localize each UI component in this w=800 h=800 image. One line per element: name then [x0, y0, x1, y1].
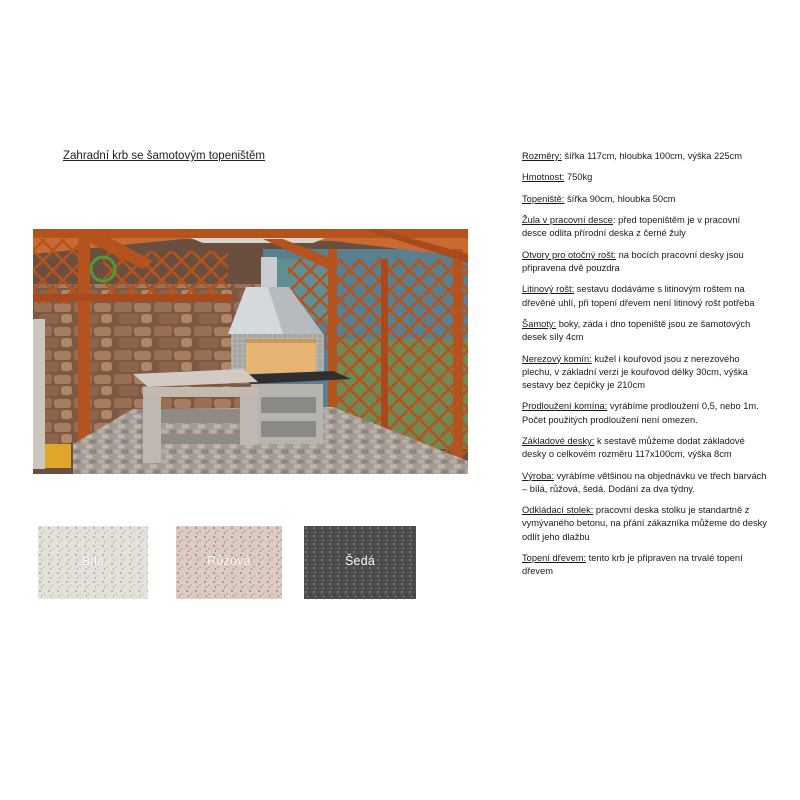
spec-odkladaci-stolek: [522, 504, 767, 544]
spec-litinovy-rost: [522, 283, 767, 309]
spec-text: vyrábíme prodloužení 0,5, nebo 1m. Počet použitých prodloužení není omezen.: [522, 401, 759, 425]
spec-term: Topení dřevem:: [522, 552, 587, 563]
spec-term: Litinový rošt:: [522, 284, 575, 295]
spec-term: Otvory pro otočný rošt:: [522, 249, 617, 260]
spec-text: pracovní deska stolku je standartně z vymývaného betonu, na přání zákazníka můžeme do desky odlít jeho dlažbu: [522, 505, 767, 542]
spec-text: tento krb je připraven na trvalé topení dřevem: [522, 552, 743, 577]
spec-term: Výroba:: [522, 470, 555, 481]
spec-term: Hmotnost:: [522, 172, 565, 183]
fireplace-photo: [33, 229, 468, 474]
spec-text: : před topeništěm je v pracovní desce odlita přírodní deska z černé žuly: [522, 215, 741, 239]
spec-zula: [522, 214, 767, 240]
spec-text: šířka 117cm, hloubka 100cm, výška 225cm: [561, 151, 742, 161]
spec-text: vyrábíme většinou na objednávku ve třech barvách – bílá, růžová, šedá. Dodání za dva týdny.: [522, 470, 767, 494]
spec-hmotnost: [522, 171, 767, 184]
swatch-label: Bílá: [81, 554, 105, 568]
spec-term: Prodloužení komína:: [522, 401, 608, 412]
spec-text: kužel i kouřovod jsou z nerezového plechu, v základní verzi je kouřovod délky 30cm, výška sestavy bez čepičky je 210cm: [522, 353, 748, 390]
spec-term: Odkládací stolek:: [522, 505, 594, 516]
spec-samoty: [522, 318, 767, 344]
swatch-label: Šedá: [345, 554, 375, 568]
spec-prodlouzeni-komina: [522, 400, 767, 426]
spec-text: sestavu dodáváme s litinovým roštem na dřevěné uhlí, při topení dřevem není litinový rošt potřeba: [522, 284, 755, 308]
swatch-label: Růžová: [207, 554, 251, 568]
spec-term: Šamoty:: [522, 318, 557, 329]
document-title: Zahradní krb se šamotovým topeništěm: [63, 150, 265, 162]
specifications-list: [522, 150, 767, 587]
spec-zakladove-desky: [522, 435, 767, 461]
spec-term: Základové desky:: [522, 435, 595, 446]
spec-topeniste: [522, 193, 767, 206]
spec-nerezovy-komin: [522, 353, 767, 393]
spec-term: Žula v pracovní desce: [522, 215, 613, 226]
spec-text: 750kg: [564, 172, 593, 183]
spec-rozmery: [522, 150, 767, 163]
spec-term: Nerezový komín:: [522, 353, 592, 364]
spec-text: k sestavě můžeme dodat základové desky o celkovém rozměru 117x100cm, výška 8cm: [522, 435, 745, 460]
spec-term: Topeniště:: [522, 193, 565, 204]
spec-text: šířka 90cm, hloubka 50cm: [564, 193, 676, 204]
swatch-ruzova: [176, 526, 282, 599]
spec-topeni-drevem: [522, 552, 767, 578]
spec-term: Rozměry:: [522, 151, 562, 161]
swatch-seda: [304, 526, 416, 599]
spec-text: na bocích pracovní desky jsou připravena dvě pouzdra: [522, 249, 744, 273]
spec-text: boky, záda i dno topeniště jsou ze šamotových desek síly 4cm: [522, 318, 751, 343]
swatch-bila: [38, 526, 148, 599]
spec-otvory: [522, 249, 767, 275]
spec-vyroba: [522, 470, 767, 496]
